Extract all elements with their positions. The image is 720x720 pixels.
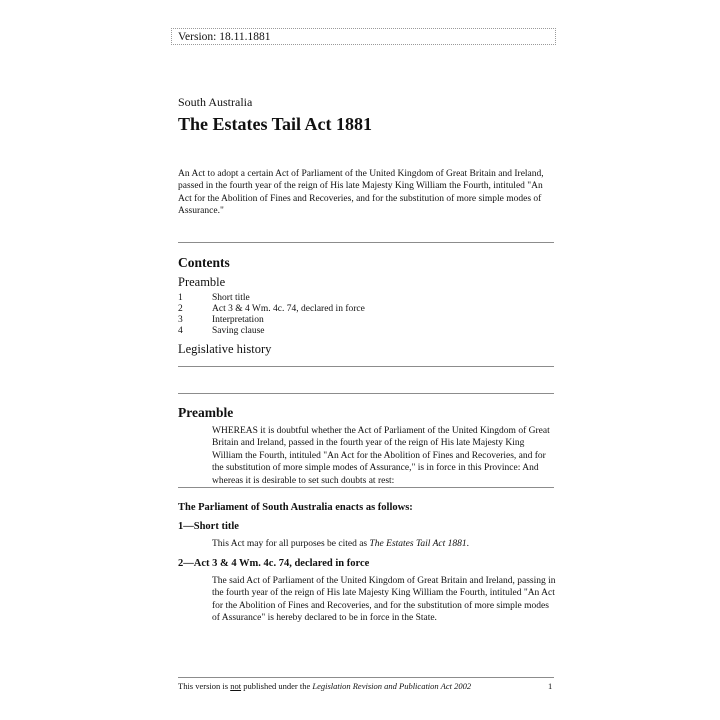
toc-item-label: Saving clause: [212, 326, 265, 336]
section-text: [212, 538, 557, 550]
divider: [178, 366, 554, 367]
toc-item[interactable]: [178, 315, 365, 326]
footer-act-name: Legislation Revision and Publication Act 2002: [312, 681, 472, 691]
footer-text-part: published under the: [241, 681, 313, 691]
section-heading: 1—Short title: [178, 521, 239, 532]
section-text: The said Act of Parliament of the United Kingdom of Great Britain and Ireland, passing in the fourth year of the reign of His late Majesty King William the Fourth, intituled "An Act for the Abolition of Fines and Recoveries, and for the substitution of more simple modes of Assurance" is hereby declared to be in force in the State.: [212, 576, 556, 624]
toc-item-number: 2: [178, 304, 183, 314]
toc-item[interactable]: [178, 304, 365, 315]
version-label: Version: 18.11.1881: [171, 28, 556, 45]
toc-item-number: 4: [178, 326, 183, 336]
toc-legislative-history-link[interactable]: Legislative history: [178, 342, 272, 356]
toc-item-number: 3: [178, 315, 183, 325]
contents-heading: Contents: [178, 255, 230, 270]
toc-item[interactable]: [178, 326, 365, 337]
jurisdiction: South Australia: [178, 95, 253, 109]
toc-item[interactable]: [178, 293, 365, 304]
toc-item-label: Interpretation: [212, 315, 264, 325]
act-citation: The Estates Tail Act 1881: [369, 539, 467, 549]
section-heading: 2—Act 3 & 4 Wm. 4c. 74, declared in force: [178, 558, 370, 569]
enacting-words: The Parliament of South Australia enacts as follows:: [178, 502, 413, 513]
divider: [178, 487, 554, 488]
toc-item-label: Act 3 & 4 Wm. 4c. 74, declared in force: [212, 304, 365, 314]
preamble-heading: Preamble: [178, 405, 234, 420]
section-text-part: This Act may for all purposes be cited as: [212, 539, 370, 549]
footer-note: [178, 681, 471, 691]
long-title: An Act to adopt a certain Act of Parliament of the United Kingdom of Great Britain and Ireland, passed in the fourth year of the reign of His late Majesty King William the Fourth, intituled "An Act for the Abolition of Fines and Recoveries, and for the substitution of more simple modes of Assurance.": [178, 169, 544, 217]
footer-text-part: This version is: [178, 681, 231, 691]
preamble-text: WHEREAS it is doubtful whether the Act of Parliament of the United Kingdom of Great Britain and Ireland, passed in the fourth year of the reign of His late Majesty King William the Fourth, intituled "An Act for the Abolition of Fines and Recoveries, and for the substitution of more simple modes of Assurance," is in force in this Province: And whereas it is desirable to set such doubts at rest:: [212, 426, 550, 486]
page-number: 1: [548, 681, 553, 691]
toc-list: [178, 293, 365, 337]
toc-item-number: 1: [178, 293, 183, 303]
footer-not-word: not: [230, 681, 242, 691]
section-text-part: .: [466, 539, 470, 549]
divider: [178, 242, 554, 243]
divider: [178, 393, 554, 394]
toc-item-label: Short title: [212, 293, 250, 303]
footer-divider: [178, 677, 554, 678]
toc-preamble-link[interactable]: Preamble: [178, 275, 226, 289]
act-title: The Estates Tail Act 1881: [178, 114, 373, 134]
